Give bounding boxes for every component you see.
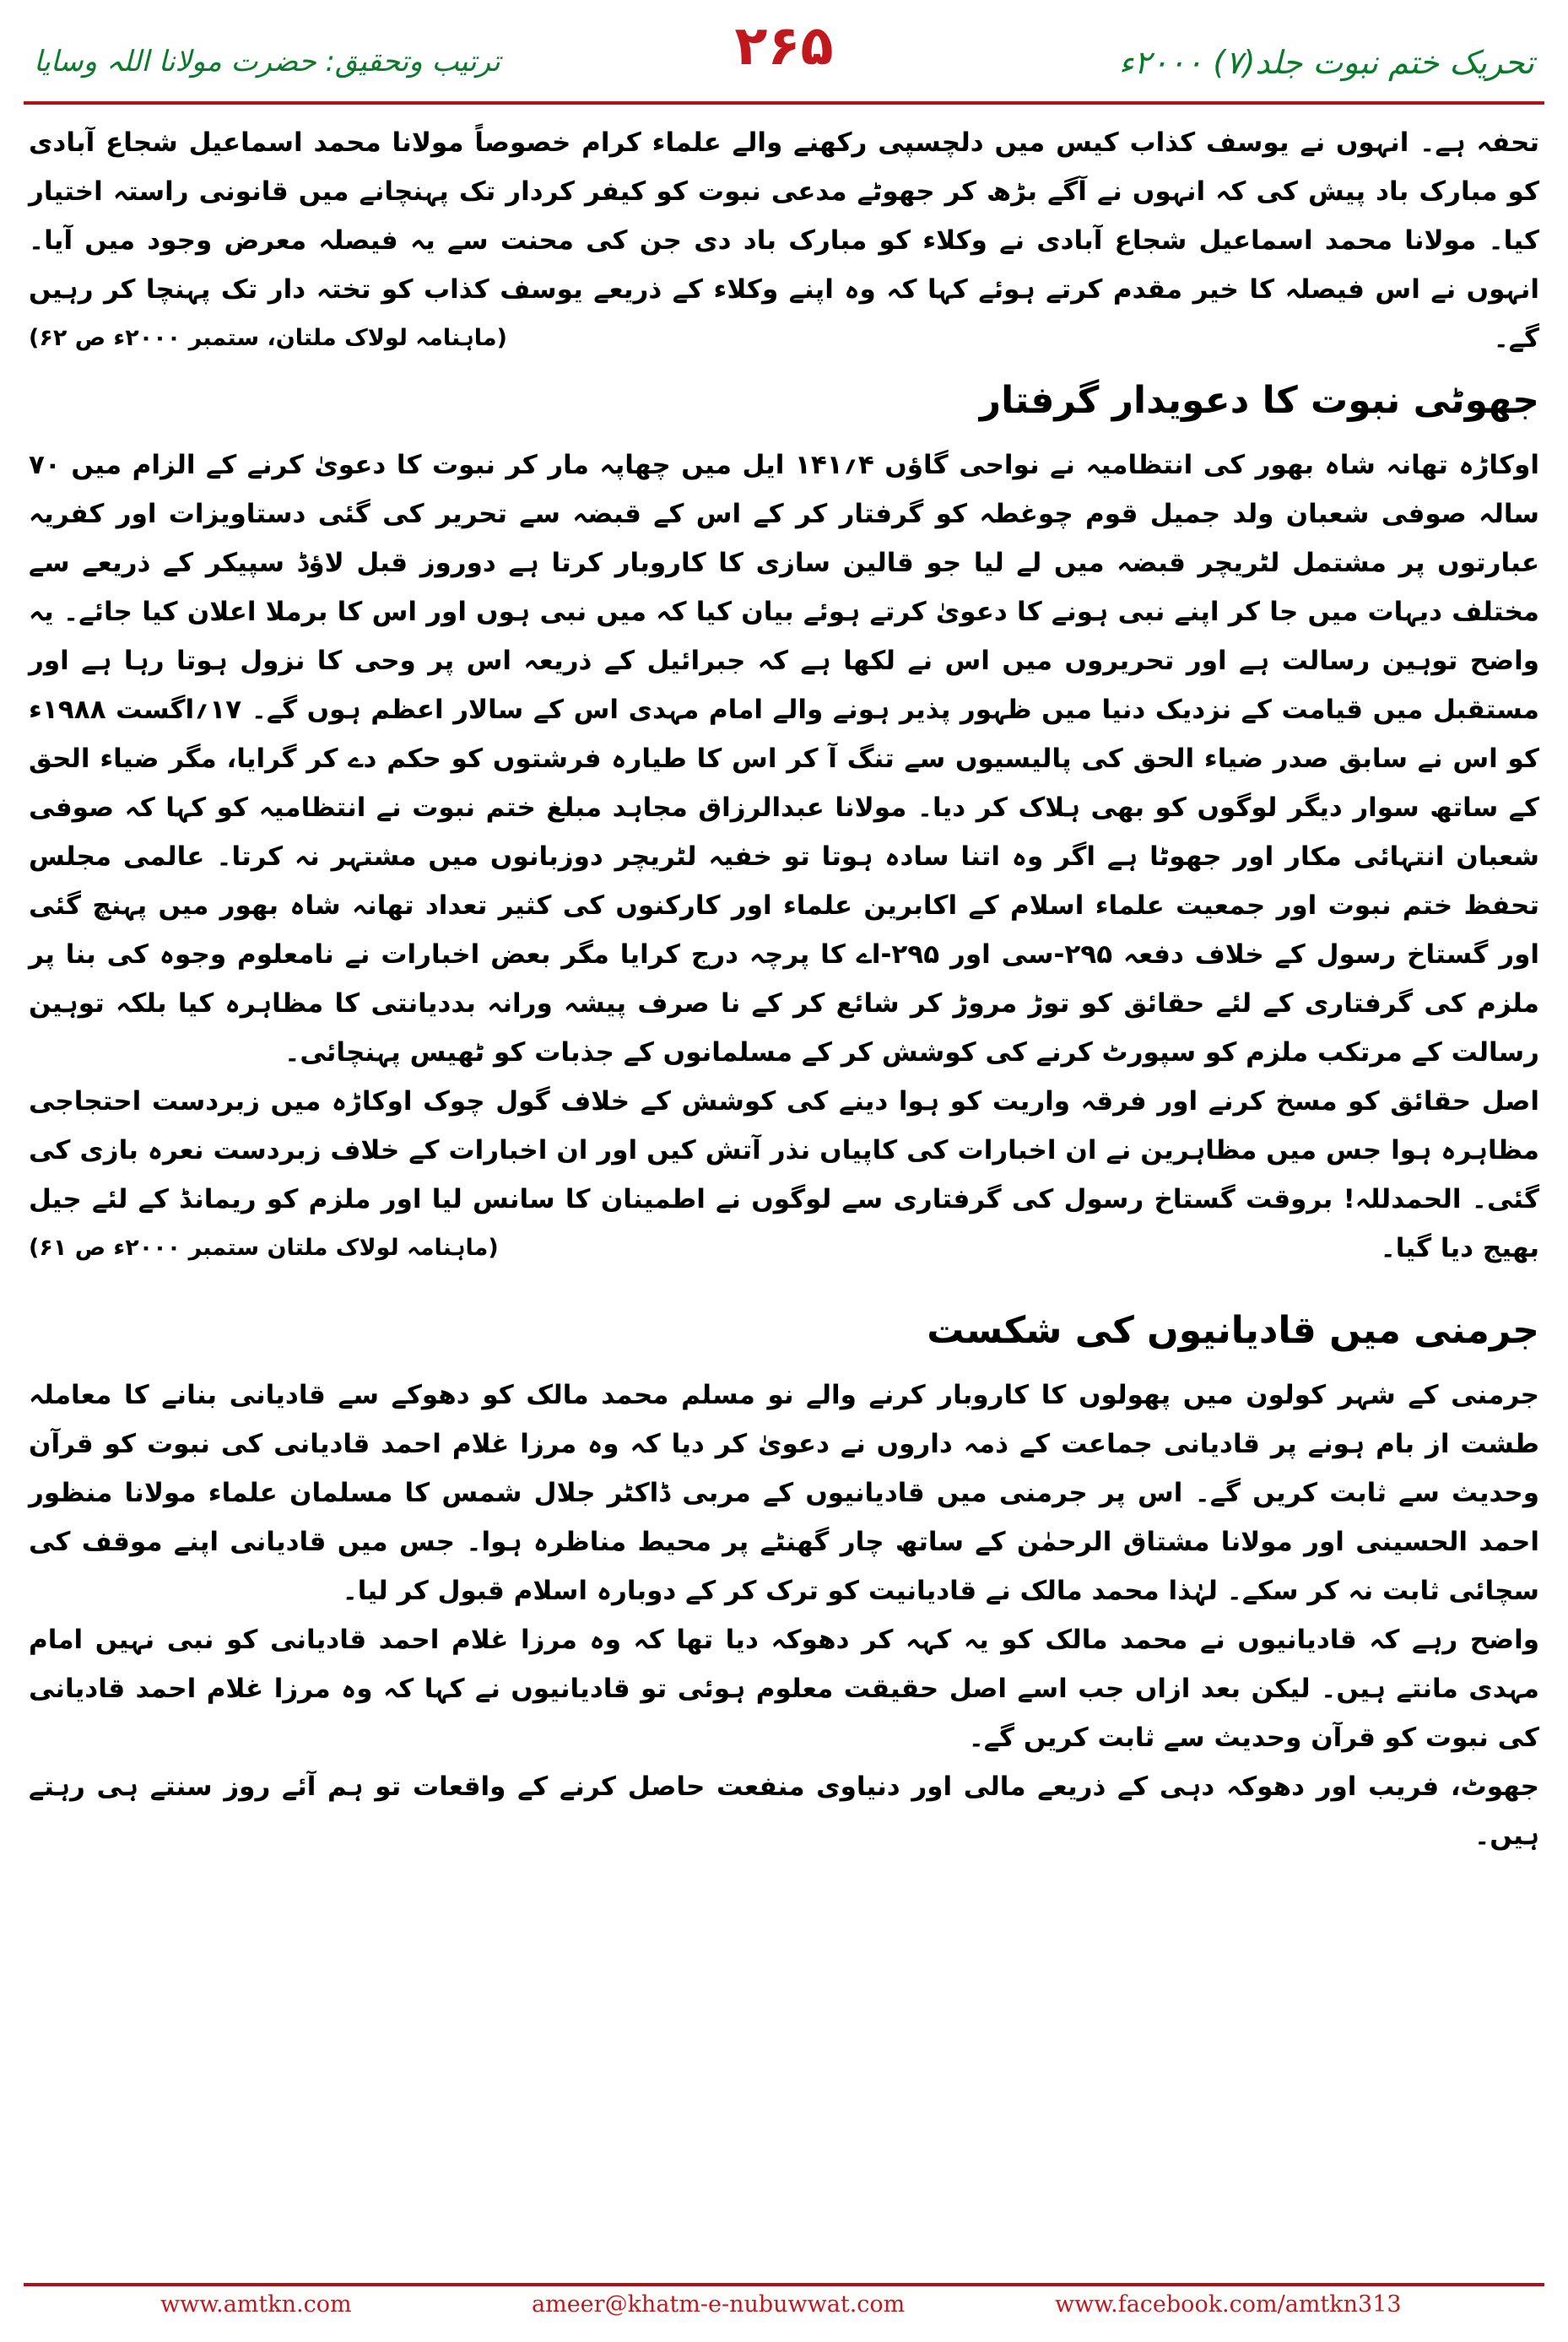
section-heading-1: جھوٹی نبوت کا دعویدار گرفتار — [979, 379, 1539, 422]
email-link[interactable]: ameer@khatm-e-nubuwwat.com — [532, 2291, 906, 2318]
paragraph-1-text: تحفہ ہے۔ انہوں نے یوسف کذاب کیس میں دلچسپی رکھنے والے علماء کرام خصوصاً مولانا محمد اسماعیل شجاع آبادی کو مبارک باد پیش کی کہ انہوں نے آگے بڑھ کر جھوٹے مدعی نبوت کو کیفر کردار تک پہنچانے میں قانونی راستہ اختیار کیا۔ مولانا محمد اسماعیل شجاع آبادی نے وکلاء کو مبارک باد دی جن کی محنت سے یہ فیصلہ معرض وجود میں آیا۔ انہوں نے اس فیصلہ کا خیر مقدم کرتے ہوئے کہا کہ وہ اپنے وکلاء کے ذریعے یوسف کذاب کو تختہ دار تک پہنچا کر رہیں گے۔ — [29, 127, 1539, 354]
paragraph-5: واضح رہے کہ قادیانیوں نے محمد مالک کو یہ کہہ کر دھوکہ دیا تھا کہ وہ مرزا غلام احمد قادیانی کو نبی نہیں امام مہدی مانتے ہیں۔ لیکن بعد ازاں جب اسے اصل حقیقت معلوم ہوئی تو قادیانیوں نے کہا کہ وہ مرزا غلام احمد قادیانی کی نبوت کو قرآن وحدیث سے ثابت کریں گے۔ — [29, 1625, 1539, 1753]
header-divider — [24, 101, 1544, 105]
book-title: تحریک ختم نبوت جلد(۷) ۲۰۰۰ء — [1118, 44, 1534, 81]
paragraph-3-text: اصل حقائق کو مسخ کرنے اور فرقہ واریت کو ہوا دینے کی کوشش کے خلاف گول چوک اوکاڑہ میں زبردست احتجاجی مظاہرہ ہوا جس میں مظاہرین نے ان اخبارات کی کاپیاں نذر آتش کیں اور ان اخبارات کے خلاف زبردست نعرہ بازی کی گئی۔ الحمدللہ! بروقت گستاخ رسول کی گرفتاری سے لوگوں نے اطمینان کا سانس لیا اور ملزم کو ریمانڈ کے لئے جیل بھیج دیا گیا۔ — [29, 1086, 1539, 1263]
paragraph-1 — [29, 118, 1539, 363]
page-header — [0, 0, 1568, 97]
section-heading-2: جرمنی میں قادیانیوں کی شکست — [927, 1309, 1539, 1352]
page-body — [29, 118, 1539, 1860]
compiler-credit: ترتیب وتحقیق: حضرت مولانا اللہ وسایا — [34, 45, 500, 78]
website-link[interactable]: www.amtkn.com — [160, 2291, 352, 2318]
paragraph-3 — [29, 1077, 1539, 1273]
footer-divider — [24, 2283, 1544, 2286]
paragraph-6: جھوٹ، فریب اور دھوکہ دہی کے ذریعے مالی اور دنیاوی منفعت حاصل کرنے کے واقعات تو ہم آئے روز سنتے ہی رہتے ہیں۔ — [29, 1771, 1539, 1851]
facebook-link[interactable]: www.facebook.com/amtkn313 — [1055, 2291, 1402, 2318]
page-footer — [0, 2291, 1568, 2325]
paragraph-1-reference: (ماہنامہ لولاک ملتان، ستمبر ۲۰۰۰ء ص ۶۲) — [29, 325, 507, 351]
paragraph-2: اوکاڑہ تھانہ شاہ بھور کی انتظامیہ نے نواحی گاؤں ۴؍۱۴۱ ایل میں چھاپہ مار کر نبوت کا دعویٰ کرنے کے الزام میں ۷۰ سالہ صوفی شعبان ولد جمیل قوم چوغطہ کو گرفتار کر کے اس کے قبضہ سے تحریر کی گئی دستاویزات اور کفریہ عبارتوں پر مشتمل لٹریچر قبضہ میں لے لیا جو قالین سازی کا کاروبار کرتا ہے دوروز قبل لاؤڈ سپیکر کے ذریعے سے مختلف دیہات میں جا کر اپنے نبی ہونے کا دعویٰ کرتے ہوئے بیان کیا کہ میں نبی ہوں اور اس کا برملا اعلان کیا جائے۔ یہ واضح توہین رسالت ہے اور تحریروں میں اس نے لکھا ہے کہ جبرائیل کے ذریعہ اس پر وحی کا نزول ہوتا رہا ہے اور مستقبل میں قیامت کے نزدیک دنیا میں ظہور پذیر ہونے والے امام مہدی اس کے سالار اعظم ہوں گے۔ ۱۷؍اگست ۱۹۸۸ء کو اس نے سابق صدر ضیاء الحق کی پالیسیوں سے تنگ آ کر اس کا طیارہ فرشتوں کو حکم دے کر گرایا، مگر ضیاء الحق کے ساتھ سوار دیگر لوگوں کو بھی ہلاک کر دیا۔ مولانا عبدالرزاق مجاہد مبلغ ختم نبوت نے انتظامیہ کو کہا کہ صوفی شعبان انتہائی مکار اور جھوٹا ہے اگر وہ اتنا سادہ ہوتا تو خفیہ لٹریچر دوزبانوں میں مشتہر نہ کرتا۔ عالمی مجلس تحفظ ختم نبوت اور جمعیت علماء اسلام کے اکابرین علماء اور کارکنوں کی کثیر تعداد تھانہ شاہ بھور میں پہنچ گئی اور گستاخ رسول کے خلاف دفعہ ۲۹۵-سی اور ۲۹۵-اے کا پرچہ درج کرایا مگر بعض اخبارات نے نامعلوم وجوہ کی بنا پر ملزم کی گرفتاری کے لئے حقائق کو توڑ مروڑ کر شائع کر کے نا صرف پیشہ ورانہ بددیانتی کا مظاہرہ کیا بلکہ توہین رسالت کے مرتکب ملزم کو سپورٹ کرنے کی کوشش کر کے مسلمانوں کے جذبات کو ٹھیس پہنچائی۔ — [29, 450, 1540, 1068]
paragraph-4: جرمنی کے شہر کولون میں پھولوں کا کاروبار کرنے والے نو مسلم محمد مالک کو دھوکے سے قادیانی بنانے کا معاملہ طشت از بام ہونے پر قادیانی جماعت کے ذمہ داروں نے دعویٰ کر دیا کہ وہ مرزا غلام احمد قادیانی کی نبوت کو قرآن وحدیث سے ثابت کریں گے۔ اس پر جرمنی میں قادیانیوں کے مربی ڈاکٹر جلال شمس کا مسلمان علماء مولانا منظور احمد الحسینی اور مولانا مشتاق الرحمٰن کے ساتھ چار گھنٹے پر محیط مناظرہ ہوا۔ جس میں قادیانی اپنے موقف کی سچائی ثابت نہ کر سکے۔ لہٰذا محمد مالک نے قادیانیت کو ترک کر کے دوبارہ اسلام قبول کر لیا۔ — [29, 1380, 1539, 1606]
paragraph-3-reference: (ماہنامہ لولاک ملتان ستمبر ۲۰۰۰ء ص ۶۱) — [29, 1235, 499, 1261]
page-number: ۲۶۵ — [734, 15, 834, 78]
